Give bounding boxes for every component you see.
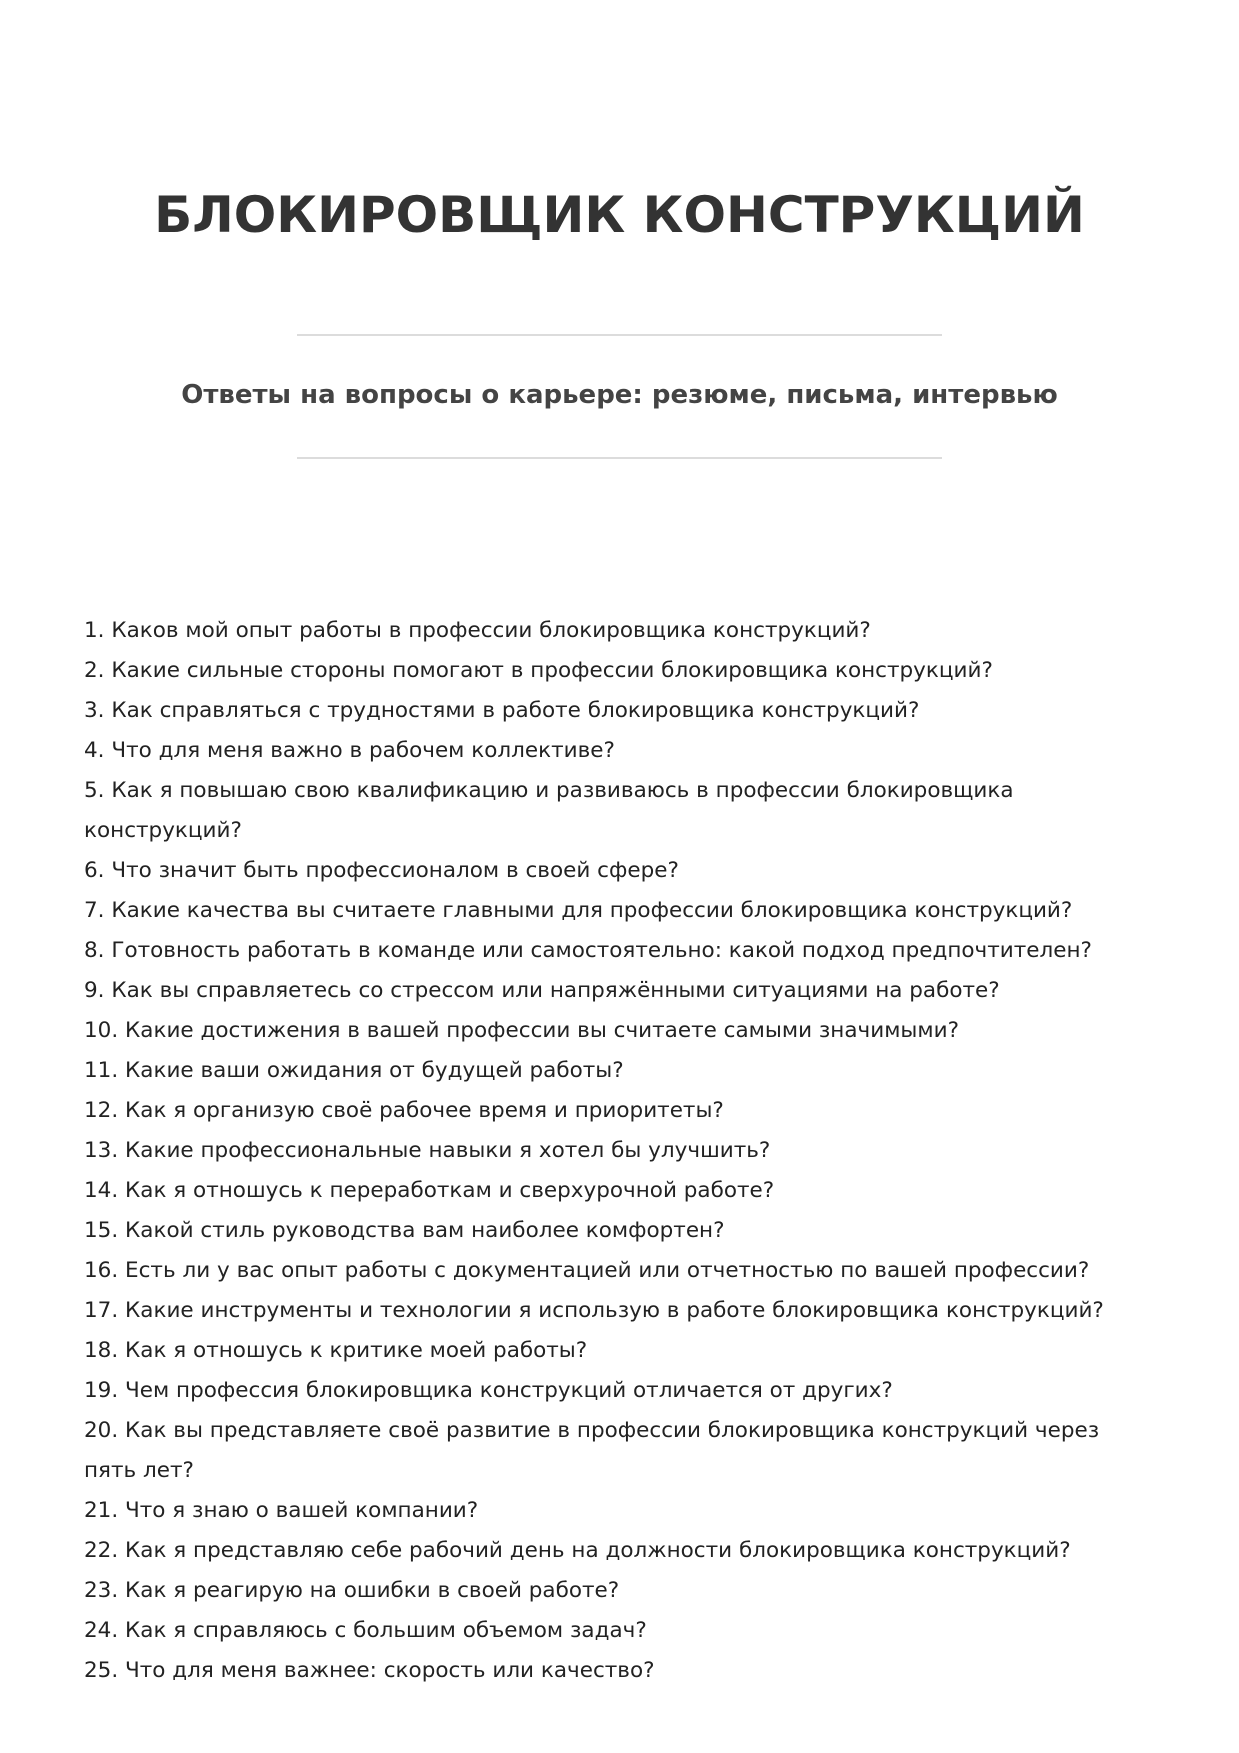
question-item: 21. Что я знаю о вашей компании? — [84, 1498, 479, 1523]
question-item: 13. Какие профессиональные навыки я хотел бы улучшить? — [84, 1138, 771, 1163]
question-item: 20. Как вы представляете своё развитие в профессии блокировщика конструкций через пять лет? — [84, 1418, 1100, 1483]
question-item: 12. Как я организую своё рабочее время и приоритеты? — [84, 1098, 724, 1123]
question-item: 16. Есть ли у вас опыт работы с документацией или отчетностью по вашей профессии? — [84, 1258, 1090, 1283]
question-item: 5. Как я повышаю свою квалификацию и развиваюсь в профессии блокировщика конструкций? — [84, 778, 1014, 843]
question-item: 11. Какие ваши ожидания от будущей работы? — [84, 1058, 624, 1083]
question-item: 15. Какой стиль руководства вам наиболее комфортен? — [84, 1218, 725, 1243]
question-item: 9. Как вы справляетесь со стрессом или напряжёнными ситуациями на работе? — [84, 978, 1000, 1003]
question-item: 7. Какие качества вы считаете главными для профессии блокировщика конструкций? — [84, 898, 1073, 923]
questions-list — [84, 611, 1124, 1691]
question-item: 8. Готовность работать в команде или самостоятельно: какой подход предпочтителен? — [84, 938, 1092, 963]
question-item: 10. Какие достижения в вашей профессии вы считаете самыми значимыми? — [84, 1018, 960, 1043]
question-item: 22. Как я представляю себе рабочий день на должности блокировщика конструкций? — [84, 1538, 1071, 1563]
question-item: 18. Как я отношусь к критике моей работы? — [84, 1338, 588, 1363]
divider-bottom — [297, 457, 942, 459]
question-item: 3. Как справляться с трудностями в работе блокировщика конструкций? — [84, 698, 920, 723]
question-item: 14. Как я отношусь к переработкам и сверхурочной работе? — [84, 1178, 775, 1203]
divider-top — [297, 334, 942, 336]
question-item: 17. Какие инструменты и технологии я использую в работе блокировщика конструкций? — [84, 1298, 1104, 1323]
question-item: 25. Что для меня важнее: скорость или качество? — [84, 1658, 655, 1683]
question-item: 6. Что значит быть профессионалом в своей сфере? — [84, 858, 679, 883]
document-subtitle: Ответы на вопросы о карьере: резюме, письма, интервью — [181, 380, 1058, 410]
question-item: 1. Каков мой опыт работы в профессии блокировщика конструкций? — [84, 618, 871, 643]
question-item: 24. Как я справляюсь с большим объемом задач? — [84, 1618, 647, 1643]
question-item: 2. Какие сильные стороны помогают в профессии блокировщика конструкций? — [84, 658, 993, 683]
question-item: 4. Что для меня важно в рабочем коллективе? — [84, 738, 615, 763]
question-item: 23. Как я реагирую на ошибки в своей работе? — [84, 1578, 620, 1603]
question-item: 19. Чем профессия блокировщика конструкций отличается от других? — [84, 1378, 893, 1403]
document-title: БЛОКИРОВЩИК КОНСТРУКЦИЙ — [154, 186, 1085, 244]
